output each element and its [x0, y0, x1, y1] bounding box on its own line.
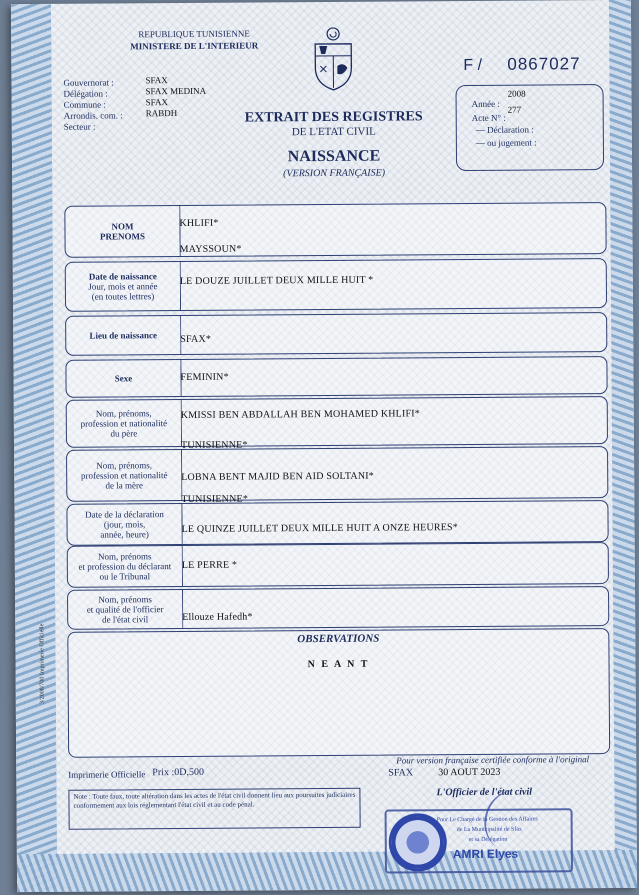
prenom-value: MAYSSOUN* [179, 243, 242, 256]
birthplace-label: Lieu de naissance [66, 316, 181, 355]
title-line2: DE L'ETAT CIVIL [291, 125, 376, 139]
decorative-border-right [609, 0, 637, 888]
father-nationality: TUNISIENNE* [180, 439, 248, 451]
place-label: SFAX [388, 767, 414, 779]
republic-label: REPUBLIQUE TUNISIENNE [138, 28, 250, 40]
officer-label: Nom, prénoms et qualité de l'officier de l'état civil [68, 590, 183, 629]
officer-box [67, 586, 609, 630]
mother-value: LOBNA BENT MAJID BEN AID SOLTANI* [181, 470, 375, 483]
declaration-date-label: Date de la déclaration (jour, mois, année, heure) [67, 504, 182, 545]
mother-box [66, 446, 608, 505]
declaration-date-box [66, 500, 608, 546]
printer-label: Imprimerie Officielle [68, 769, 146, 780]
title-naissance: NAISSANCE [287, 147, 381, 166]
birth-certificate-paper [11, 0, 637, 892]
delegation-value: SFAX MEDINA [145, 85, 207, 97]
serial-number: 0867027 [507, 54, 581, 74]
admin-values [145, 75, 206, 130]
stamp-text-1: Pour Le Chargé de la Gestion des Affaires [436, 816, 538, 824]
tunisia-emblem-icon [311, 26, 355, 92]
mother-nationality: TUNISIENNE* [181, 493, 249, 505]
side-print-code: 3/2008/700 Imprimerie Officielle [39, 623, 46, 704]
name-box [64, 202, 606, 258]
annee-value: 2008 [507, 88, 526, 99]
declaration-date-value: LE QUINZE JUILLET DEUX MILLE HUIT A ONZE HEURES* [181, 522, 459, 535]
jugement-label: — ou jugement : [475, 137, 537, 148]
officer-title: L'Officier de l'état civil [436, 786, 533, 799]
declarant-value: LE PERRE * [181, 559, 238, 571]
father-box [66, 396, 608, 451]
sex-value: FEMININ* [180, 371, 229, 383]
legal-note: Note : Toute faux, toute altération dans les actes de l'état civil donnent lieu aux poursuites judiciaires conformement aux lois réglementant l'état civil et au code pénal. [68, 788, 360, 830]
sex-box [65, 356, 607, 398]
price-label: Prix :0D,500 [152, 766, 204, 779]
delegation-label: Délégation : [63, 88, 108, 99]
commune-value: SFAX [145, 97, 168, 108]
mother-label: Nom, prénoms, profession et nationalité de la mère [67, 450, 182, 501]
title-line1: EXTRAIT DES REGISTRES [244, 109, 423, 126]
declarant-label: Nom, prénoms et profession du déclarant ou le Tribunal [68, 546, 183, 587]
date-value: 30 AOUT 2023 [438, 766, 501, 779]
serial-prefix: F / [463, 56, 483, 75]
declarant-box [67, 542, 609, 588]
name-label: NOM PRENOMS [65, 206, 180, 257]
father-label: Nom, prénoms, profession et nationalité du père [67, 400, 182, 447]
father-value: KMISSI BEN ABDALLAH BEN MOHAMED KHLIFI* [180, 408, 421, 421]
admin-labels [63, 77, 122, 132]
ministry-label: MINISTERE DE L'INTERIEUR [130, 40, 259, 52]
gouvernorat-value: SFAX [145, 75, 168, 86]
sex-label: Sexe [66, 360, 181, 397]
acte-label: Acte N° : [471, 112, 506, 123]
annee-label: Année : [471, 98, 500, 109]
dob-box [65, 258, 607, 312]
stamp-name: AMRI Elyes [452, 846, 519, 862]
acte-value: 277 [507, 104, 522, 115]
observations-box [67, 628, 610, 758]
gouvernorat-label: Gouvernorat : [63, 77, 114, 88]
birthplace-value: SFAX* [180, 333, 212, 346]
certified-text: Pour version française certifiée conforme à l'original [396, 754, 590, 766]
dob-value: LE DOUZE JUILLET DEUX MILLE HUIT * [179, 274, 374, 288]
secteur-value [146, 119, 207, 130]
secteur-label: Secteur : [63, 121, 96, 132]
nom-value: KHLIFI* [179, 217, 219, 230]
observations-value: N E A N T [307, 658, 370, 671]
declaration-label: — Déclaration : [475, 124, 534, 135]
dob-label: Date de naissance Jour, mois et année (en toutes lettres) [66, 262, 181, 311]
arrondissement-value: RABDH [145, 108, 178, 119]
birthplace-box [65, 312, 607, 356]
commune-label: Commune : [63, 99, 106, 110]
officer-value: Ellouze Hafedh* [182, 611, 253, 623]
arrondissement-label: Arrondis. com. : [63, 110, 123, 121]
stamp-text-2: de La Municipalité de Sfax [456, 826, 523, 834]
stamp-text-3: et sa Délégation [468, 836, 508, 843]
title-version: (VERSION FRANÇAISE) [283, 167, 386, 180]
observations-title: OBSERVATIONS [297, 632, 380, 646]
decorative-border-left [11, 4, 57, 892]
